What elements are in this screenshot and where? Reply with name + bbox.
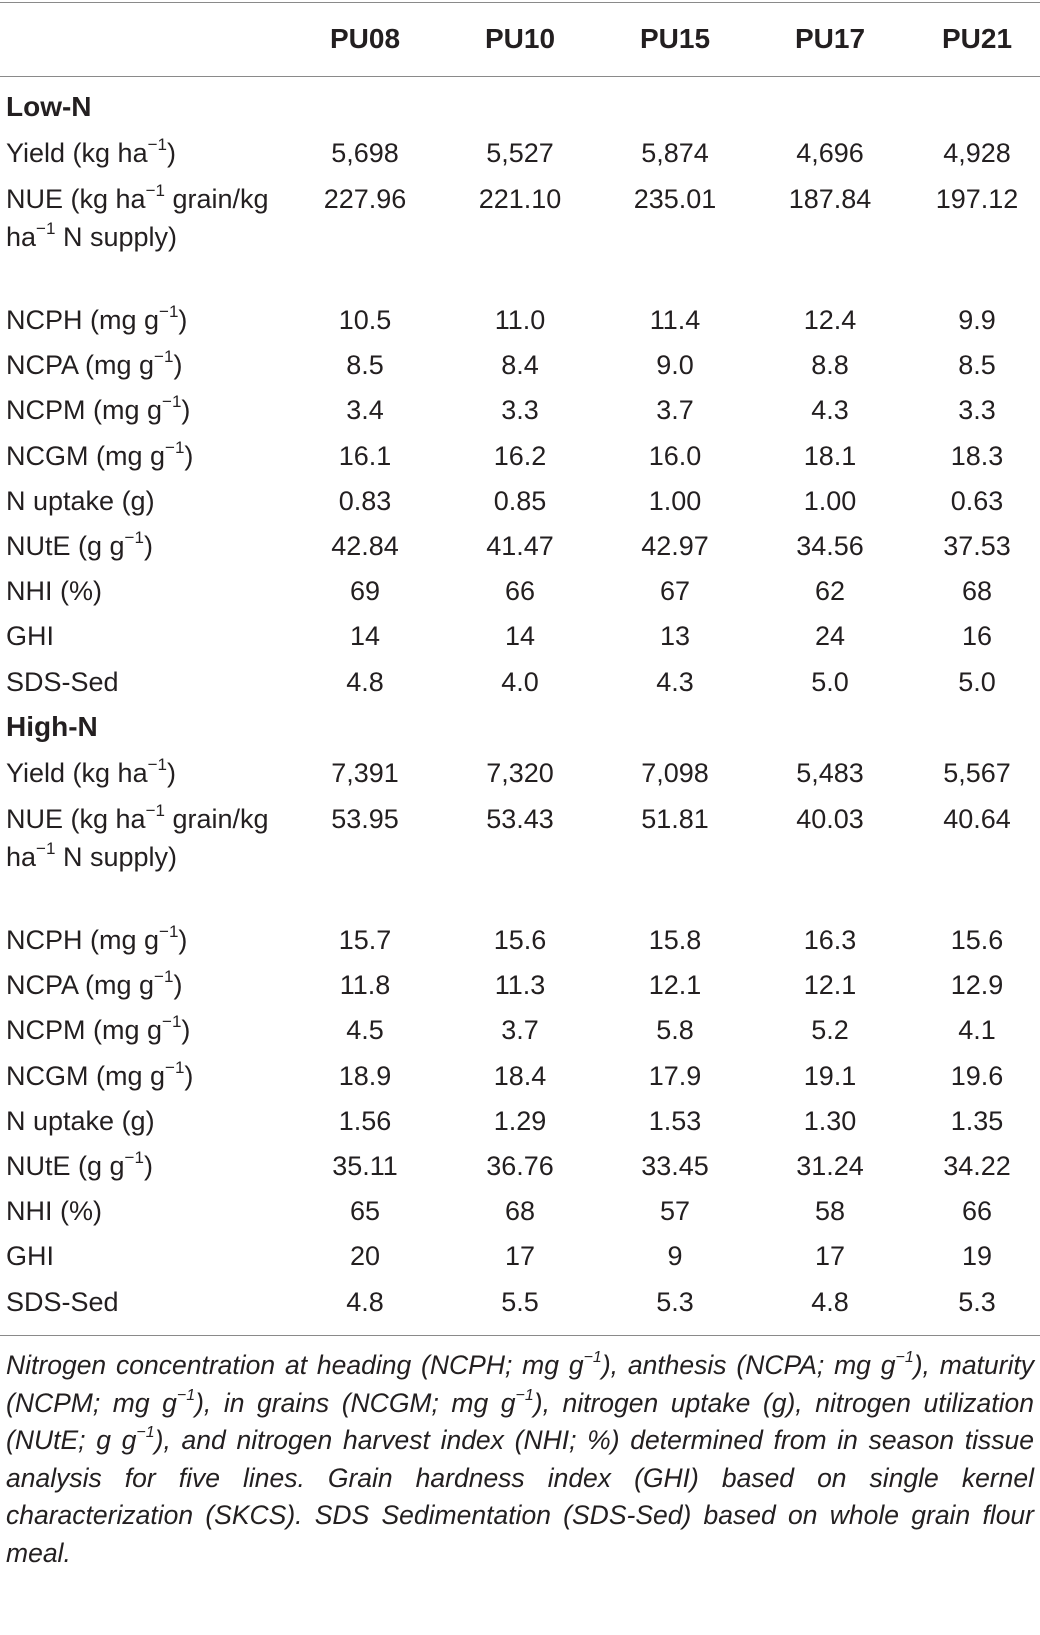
row-label-superscript: −1 [162, 1012, 182, 1031]
row-label-text: NCPA (mg g [6, 350, 155, 380]
table-cell: 227.96 [323, 184, 407, 214]
row-label-text: NUtE (g g [6, 531, 125, 561]
table-cell: 3.3 [958, 395, 996, 425]
row-label-text: ) [143, 1151, 153, 1181]
table-cell: 42.97 [641, 531, 709, 561]
row-label-text: NHI (%) [6, 576, 102, 606]
table-cell: 15.7 [338, 925, 392, 955]
table-cell: 40.03 [796, 804, 864, 834]
footnote-sup: −1 [583, 1349, 602, 1367]
row-label-superscript: −1 [147, 755, 167, 774]
row-label-text: GHI [6, 1241, 55, 1271]
column-header: PU21 [941, 23, 1013, 54]
table-cell: 33.45 [641, 1151, 709, 1181]
table-cell: 12.9 [950, 970, 1004, 1000]
section-title: High-N [6, 711, 98, 742]
row-label-superscript: −1 [124, 528, 144, 547]
table-cell: 4.3 [811, 395, 849, 425]
table-cell: 13 [659, 621, 691, 651]
row-label-text: N supply) [55, 842, 177, 872]
table-cell: 66 [961, 1196, 993, 1226]
row-label-text: grain/kg ha [6, 184, 269, 252]
row-label [6, 1283, 276, 1321]
table-cell: 4.8 [346, 667, 384, 697]
table-cell: 51.81 [641, 804, 709, 834]
table-cell: 4.5 [346, 1015, 384, 1045]
footnote-text: ), anthesis (NCPA; mg g [601, 1350, 896, 1380]
table-cell: 9 [667, 1241, 683, 1271]
row-label-text: NUE (kg ha [6, 804, 146, 834]
table-cell: 20 [349, 1241, 381, 1271]
table-cell: 12.4 [803, 305, 857, 335]
table-cell: 5,874 [641, 138, 709, 168]
table-cell: 14 [504, 621, 536, 651]
table-footnote [6, 1347, 1034, 1572]
row-label [6, 921, 276, 959]
table-cell: 235.01 [633, 184, 717, 214]
row-label-text: NUtE (g g [6, 1151, 125, 1181]
row-label [6, 301, 276, 339]
table-cell: 5,483 [796, 758, 864, 788]
footnote-sup: −1 [136, 1424, 155, 1442]
table-cell: 11.3 [494, 970, 546, 1000]
row-label-superscript: −1 [154, 347, 174, 366]
row-label-text: ) [166, 138, 176, 168]
table-cell: 14 [349, 621, 381, 651]
table-cell: 1.53 [648, 1106, 702, 1136]
row-label-text: ) [166, 758, 176, 788]
row-label-text: NCPH (mg g [6, 305, 160, 335]
row-label [6, 346, 276, 384]
row-label-text: ) [184, 441, 194, 471]
table-cell: 69 [349, 576, 381, 606]
footnote-sup: −1 [176, 1386, 196, 1404]
table-cell: 37.53 [943, 531, 1011, 561]
table-cell: 31.24 [796, 1151, 864, 1181]
table-cell: 197.12 [935, 184, 1019, 214]
table-cell: 34.22 [943, 1151, 1011, 1181]
row-label-text: SDS-Sed [6, 667, 119, 697]
table-cell: 15.8 [648, 925, 702, 955]
row-label-text: ) [173, 350, 183, 380]
row-label-text: NCGM (mg g [6, 441, 166, 471]
table-cell: 62 [814, 576, 846, 606]
table-cell: 7,098 [641, 758, 709, 788]
column-header: PU10 [484, 23, 556, 54]
table-cell: 4.3 [656, 667, 694, 697]
table-cell: 19.6 [950, 1061, 1004, 1091]
table-cell: 5.0 [811, 667, 849, 697]
table-cell: 57 [659, 1196, 691, 1226]
table-cell: 3.4 [346, 395, 384, 425]
row-label-text: ) [143, 531, 153, 561]
table-cell: 7,391 [331, 758, 399, 788]
row-label-superscript: −1 [154, 967, 174, 986]
table-cell: 5,698 [331, 138, 399, 168]
row-label-text: N supply) [55, 222, 177, 252]
footnote-sup: −1 [515, 1386, 534, 1404]
table-cell: 17 [504, 1241, 536, 1271]
table-cell: 0.63 [950, 486, 1004, 516]
table-cell: 5.3 [656, 1287, 694, 1317]
table-cell: 4.8 [811, 1287, 849, 1317]
row-label [6, 1057, 276, 1095]
row-label-text: ) [181, 1015, 191, 1045]
table-cell: 1.00 [648, 486, 702, 516]
row-label-superscript: −1 [165, 1058, 185, 1077]
footnote-text: ), nitrogen uptake (g), nitrogen utilization (NUtE; g g [6, 1387, 1034, 1455]
table-cell: 11.4 [649, 305, 701, 335]
row-label-text: Yield (kg ha [6, 758, 148, 788]
row-label-text: NCPH (mg g [6, 925, 160, 955]
table-cell: 40.64 [943, 804, 1011, 834]
row-label-text: GHI [6, 621, 55, 651]
row-label-text: NUE (kg ha [6, 184, 146, 214]
table-cell: 0.85 [493, 486, 547, 516]
table-cell: 16.0 [648, 441, 702, 471]
table-cell: 4.8 [346, 1287, 384, 1317]
table-cell: 17 [814, 1241, 846, 1271]
row-label [6, 754, 276, 792]
table-cell: 42.84 [331, 531, 399, 561]
table-cell: 1.56 [338, 1106, 392, 1136]
row-label [6, 1147, 276, 1185]
row-label-superscript: −1 [162, 392, 182, 411]
table-cell: 8.5 [346, 350, 384, 380]
table-cell: 5,567 [943, 758, 1011, 788]
table-cell: 17.9 [648, 1061, 702, 1091]
table-cell: 15.6 [493, 925, 547, 955]
table-cell: 3.3 [501, 395, 539, 425]
table-cell: 7,320 [486, 758, 554, 788]
row-label [6, 617, 276, 655]
table-cell: 187.84 [788, 184, 872, 214]
table-cell: 1.29 [493, 1106, 547, 1136]
table-cell: 1.35 [950, 1106, 1004, 1136]
table-cell: 68 [504, 1196, 536, 1226]
table-cell: 5.2 [811, 1015, 849, 1045]
row-label-text: ) [173, 970, 183, 1000]
row-label-text: NCPA (mg g [6, 970, 155, 1000]
row-label-text: NCPM (mg g [6, 395, 163, 425]
row-label-superscript: −1 [36, 839, 56, 858]
table-cell: 11.8 [339, 970, 391, 1000]
row-label [6, 663, 276, 701]
table-cell: 36.76 [486, 1151, 554, 1181]
table-cell: 12.1 [803, 970, 857, 1000]
table-cell: 5.0 [958, 667, 996, 697]
table-cell: 15.6 [950, 925, 1004, 955]
row-label [6, 527, 276, 565]
bottom-rule [0, 1335, 1040, 1336]
table-cell: 18.3 [950, 441, 1004, 471]
table-cell: 4,696 [796, 138, 864, 168]
row-label-superscript: −1 [147, 135, 167, 154]
table-cell: 5.3 [958, 1287, 996, 1317]
table-cell: 16.1 [338, 441, 392, 471]
top-rule [0, 2, 1040, 3]
header-rule [0, 76, 1040, 77]
row-label [6, 391, 276, 429]
table-cell: 58 [814, 1196, 846, 1226]
footnote-text: ), in grains (NCGM; mg g [195, 1387, 516, 1418]
column-header: PU15 [639, 23, 711, 54]
row-label-superscript: −1 [159, 302, 179, 321]
table-cell: 5,527 [486, 138, 554, 168]
footnote-text: ), and nitrogen harvest index (NHI; %) determined from in season tissue analysis for five lines. Grain hardness index (GHI) based on single kernel characterization (SKCS). SDS Sedimentation (SDS-Sed) based on whole grain flour meal. [6, 1425, 1034, 1568]
table-cell: 19 [961, 1241, 993, 1271]
row-label-text: Yield (kg ha [6, 138, 148, 168]
table-cell: 19.1 [803, 1061, 857, 1091]
table-cell: 4.1 [958, 1015, 996, 1045]
table-cell: 35.11 [332, 1151, 398, 1181]
table-cell: 16 [961, 621, 993, 651]
footnote-sup: −1 [895, 1349, 914, 1367]
table-cell: 9.9 [958, 305, 996, 335]
row-label [6, 180, 276, 256]
table-cell: 3.7 [656, 395, 694, 425]
table-cell: 18.4 [493, 1061, 547, 1091]
row-label [6, 800, 276, 876]
table-cell: 18.9 [338, 1061, 392, 1091]
table-cell: 4,928 [943, 138, 1011, 168]
table-cell: 12.1 [648, 970, 702, 1000]
table-cell: 11.0 [494, 305, 546, 335]
table-cell: 41.47 [486, 531, 554, 561]
row-label [6, 572, 276, 610]
table-cell: 5.5 [501, 1287, 539, 1317]
table-cell: 68 [961, 576, 993, 606]
table-cell: 24 [814, 621, 846, 651]
table-cell: 10.5 [338, 305, 392, 335]
row-label-superscript: −1 [145, 181, 165, 200]
row-label-text: NCGM (mg g [6, 1061, 166, 1091]
row-label [6, 1237, 276, 1275]
row-label-superscript: −1 [159, 922, 179, 941]
row-label-text: ) [184, 1061, 194, 1091]
table-cell: 9.0 [656, 350, 694, 380]
table-cell: 67 [659, 576, 691, 606]
row-label-superscript: −1 [36, 219, 56, 238]
table-cell: 0.83 [338, 486, 392, 516]
table-cell: 8.5 [958, 350, 996, 380]
row-label-superscript: −1 [124, 1148, 144, 1167]
row-label-text: grain/kg ha [6, 804, 269, 872]
table-cell: 16.2 [493, 441, 547, 471]
table-cell: 16.3 [803, 925, 857, 955]
table-cell: 3.7 [501, 1015, 539, 1045]
table-cell: 5.8 [656, 1015, 694, 1045]
row-label-superscript: −1 [145, 801, 165, 820]
column-header: PU17 [794, 23, 866, 54]
section-title: Low-N [6, 91, 92, 122]
row-label [6, 966, 276, 1004]
row-label [6, 437, 276, 475]
table-cell: 4.0 [501, 667, 539, 697]
row-label-text: NHI (%) [6, 1196, 102, 1226]
table-cell: 53.43 [486, 804, 554, 834]
table-cell: 65 [349, 1196, 381, 1226]
table-cell: 53.95 [331, 804, 399, 834]
row-label-text: ) [178, 925, 188, 955]
table-cell: 18.1 [803, 441, 857, 471]
table-cell: 66 [504, 576, 536, 606]
row-label-text: N uptake (g) [6, 486, 155, 516]
row-label-text: ) [178, 305, 188, 335]
column-header: PU08 [329, 23, 401, 54]
row-label [6, 1011, 276, 1049]
table-cell: 8.4 [501, 350, 539, 380]
row-label-text: N uptake (g) [6, 1106, 155, 1136]
row-label [6, 1192, 276, 1230]
table-cell: 34.56 [796, 531, 864, 561]
table-cell: 1.00 [803, 486, 857, 516]
row-label [6, 482, 276, 520]
row-label [6, 1102, 276, 1140]
footnote-text: ), maturity (NCPM; mg g [6, 1350, 1034, 1418]
footnote-text: Nitrogen concentration at heading (NCPH; mg g [6, 1350, 584, 1380]
row-label-text: SDS-Sed [6, 1287, 119, 1317]
table-cell: 1.30 [803, 1106, 857, 1136]
row-label-superscript: −1 [165, 438, 185, 457]
row-label [6, 134, 276, 172]
table-cell: 8.8 [811, 350, 849, 380]
row-label-text: NCPM (mg g [6, 1015, 163, 1045]
row-label-text: ) [181, 395, 191, 425]
table-cell: 221.10 [478, 184, 562, 214]
